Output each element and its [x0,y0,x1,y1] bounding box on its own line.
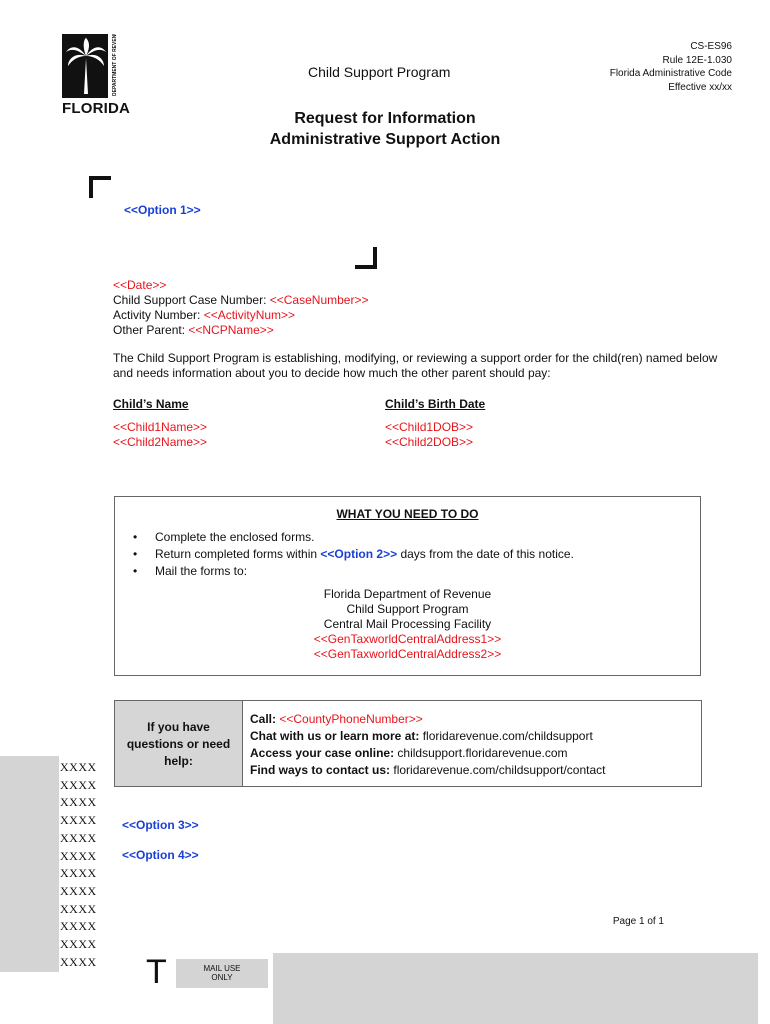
address-variable-1: <<GenTaxworldCentralAddress1>> [313,632,502,646]
option-4-placeholder: <<Option 4>> [122,848,199,862]
activity-number-line [113,308,368,323]
margin-code: XXXX [60,760,97,774]
what-you-need-to-do-box [114,496,701,676]
address-variable-2: <<GenTaxworldCentralAddress2>> [313,647,502,661]
margin-code: XXXX [60,919,97,934]
chat-line [250,728,605,745]
form-meta [610,40,732,94]
address-line-2: Child Support Program [346,602,469,616]
case-number-value: <<CaseNumber>> [269,293,369,307]
address-window-corner-top-left [89,176,111,198]
child-2-dob: <<Child2DOB>> [385,435,474,449]
help-question-line-3: help: [164,754,193,768]
access-line [250,745,605,762]
margin-code: XXXX [60,848,97,863]
case-info [113,278,368,338]
help-contacts [250,711,605,779]
address-line-1: Florida Department of Revenue [323,587,492,601]
help-question-line-2: questions or need [126,737,231,751]
child-1-dob: <<Child1DOB>> [385,420,474,434]
help-question [115,719,242,770]
address-line-3: Central Mail Processing Facility [323,617,492,631]
other-parent-label: Other Parent: [113,323,189,337]
other-parent-value: <<NCPName>> [188,323,274,337]
margin-code: XXXX [60,954,97,969]
mail-mark: T [146,953,167,991]
other-parent-line [113,323,368,338]
call-label: Call: [250,712,280,726]
intro-paragraph: The Child Support Program is establishing, modifying, or reviewing a support order for the child(ren) named below and needs information about you to decide how much the other parent should pay: [113,351,718,380]
margin-code: XXXX [60,777,97,792]
child-name-header: Child’s Name [113,397,189,411]
access-label: Access your case online: [250,746,398,760]
margin-code: XXXX [60,883,97,898]
margin-code: XXXX [60,795,97,810]
effective-date: Effective xx/xx [668,81,732,93]
case-number-line [113,293,368,308]
todo-list [155,529,574,580]
access-link[interactable]: childsupport.floridarevenue.com [397,746,568,760]
return-forms-text: Return completed forms within [155,547,321,561]
option-1-placeholder: <<Option 1>> [124,203,201,217]
mail-use-only-box [176,959,268,988]
form-number: CS-ES96 [690,41,732,52]
return-forms-days-text: days from the date of this notice. [397,547,574,561]
child-1-name: <<Child1Name>> [113,420,208,434]
bottom-gray-panel [273,953,758,1024]
activity-number-value: <<ActivityNum>> [203,308,296,322]
todo-title: WHAT YOU NEED TO DO [336,507,479,521]
help-box [114,700,702,787]
find-line [250,762,605,779]
margin-code: XXXX [60,813,97,828]
child-dob-header: Child’s Birth Date [385,397,486,411]
todo-item-mail-forms: • Mail the forms to: [155,563,574,580]
county-phone-value: <<CountyPhoneNumber>> [279,712,423,726]
address-window-corner-bottom-right [355,247,377,269]
margin-code: XXXX [60,830,97,845]
program-name: Child Support Program [308,64,451,80]
date-field: <<Date>> [113,278,167,292]
option-2-placeholder: <<Option 2>> [320,547,398,561]
margin-codes [60,759,97,971]
svg-text:DEPARTMENT OF REVENUE: DEPARTMENT OF REVENUE [112,34,118,96]
rule-number: Rule 12E-1.030 [662,54,732,66]
mail-use-line-2: ONLY [211,973,233,982]
activity-number-label: Activity Number: [113,308,204,322]
child-2-name: <<Child2Name>> [113,435,208,449]
logo-wordmark: FLORIDA [62,100,131,117]
chat-label: Chat with us or learn more at: [250,729,423,743]
call-line [250,711,605,728]
margin-gray-strip [0,756,59,972]
todo-item-complete-forms: • Complete the enclosed forms. [155,529,574,546]
title-line-2: Administrative Support Action [269,131,501,148]
margin-code: XXXX [60,901,97,916]
case-number-label: Child Support Case Number: [113,293,270,307]
child-dob-list [385,420,473,450]
option-3-placeholder: <<Option 3>> [122,818,199,832]
child-name-list [113,420,207,450]
margin-code: XXXX [60,937,97,952]
contact-link[interactable]: floridarevenue.com/childsupport/contact [393,763,606,777]
help-question-line-1: If you have [147,720,210,734]
page-title [0,108,770,150]
code-name: Florida Administrative Code [609,68,732,79]
title-line-1: Request for Information [294,110,476,127]
find-label: Find ways to contact us: [250,763,394,777]
mailing-address [115,587,700,662]
page-number: Page 1 of 1 [612,916,664,927]
todo-item-return-forms [155,546,574,563]
help-label-cell [115,701,243,786]
chat-link[interactable]: floridarevenue.com/childsupport [422,729,593,743]
margin-code: XXXX [60,866,97,881]
mail-use-line-1: MAIL USE [203,964,241,973]
palm-tree-icon [60,34,124,100]
